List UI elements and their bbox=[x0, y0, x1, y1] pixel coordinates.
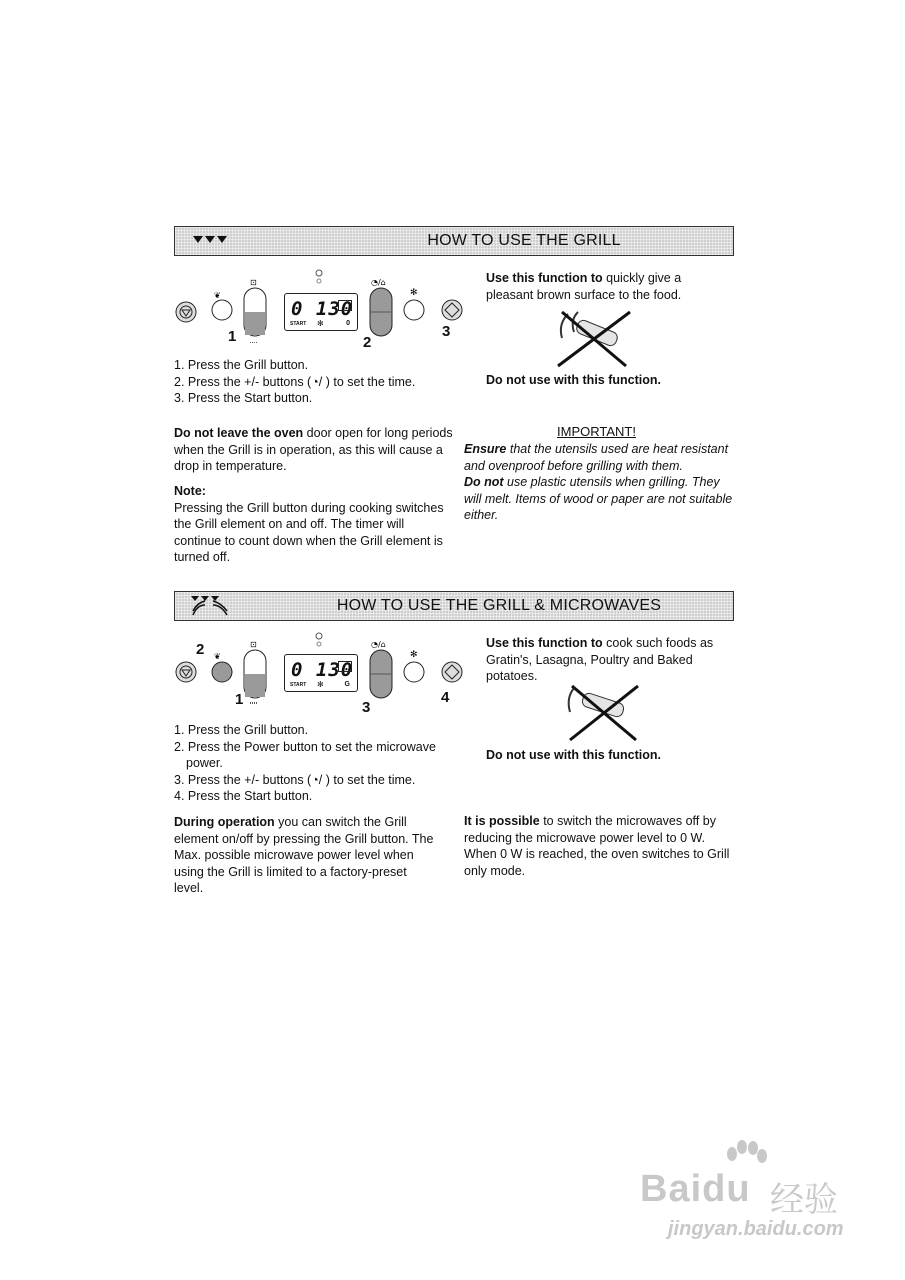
during-bold: During operation bbox=[174, 815, 275, 829]
use-bold: Use this function to bbox=[486, 271, 603, 285]
donot-bold: Do not bbox=[464, 475, 504, 489]
use-function-paragraph bbox=[486, 635, 716, 685]
step-item: power. bbox=[186, 756, 223, 770]
callout-number: 4 bbox=[441, 689, 450, 706]
section-title: HOW TO USE THE GRILL bbox=[427, 232, 621, 249]
svg-text:⊡: ⊡ bbox=[250, 278, 257, 287]
callout-number: 2 bbox=[363, 334, 372, 351]
lcd-light-icon: ✻ bbox=[317, 680, 324, 689]
svg-text:❦: ❦ bbox=[214, 652, 221, 661]
ensure-bold: Ensure bbox=[464, 442, 507, 456]
use-text: quickly give a pleasant brown surface to the food. bbox=[486, 271, 682, 302]
svg-text:◔/⌂: ◔/⌂ bbox=[371, 640, 386, 649]
watermark-url: jingyan.baidu.com bbox=[668, 1218, 844, 1240]
do-not-use-label bbox=[486, 372, 661, 389]
lcd-digits: 0 130 bbox=[291, 298, 354, 320]
use-function-paragraph bbox=[486, 270, 701, 303]
during-text: you can switch the Grill element on/off by pressing the Grill button. The Max. possible microwave power level when using the Grill is limited to a factory-preset level. bbox=[174, 815, 434, 895]
use-bold: Use this function to bbox=[486, 636, 603, 650]
svg-text:✻: ✻ bbox=[410, 288, 418, 298]
lcd-light-icon: ✻ bbox=[317, 319, 324, 328]
svg-text:◔/⌂: ◔/⌂ bbox=[371, 278, 386, 287]
warning-bold: Do not leave the oven bbox=[174, 426, 304, 440]
lcd-digits: 0 130 bbox=[291, 659, 354, 681]
possible-bold: It is possible bbox=[464, 814, 540, 828]
note-paragraph bbox=[174, 483, 454, 566]
do-not-use-text: Do not use with this function. bbox=[486, 373, 661, 387]
ensure-text: that the utensils used are heat resistant and ovenproof before grilling with them. bbox=[464, 442, 729, 473]
step-item: 1. Press the Grill button. bbox=[174, 723, 309, 737]
section-title: HOW TO USE THE GRILL & MICROWAVES bbox=[336, 597, 662, 614]
svg-text:⊡: ⊡ bbox=[250, 640, 257, 649]
callout-number: 3 bbox=[442, 323, 451, 340]
steps-list bbox=[174, 357, 415, 407]
note-label: Note: bbox=[174, 484, 206, 498]
callout-number: 1 bbox=[228, 328, 237, 345]
step-item: 2. Press the Power button to set the microwave bbox=[174, 739, 436, 754]
possible-text: to switch the microwaves off by reducing the microwave power level to 0 W. When 0 W is reached, the oven switches to Grill only mode. bbox=[464, 814, 730, 878]
lcd-start-label: START bbox=[290, 321, 307, 327]
do-not-use-label bbox=[486, 747, 661, 764]
lcd-display bbox=[284, 654, 358, 692]
svg-text:❦: ❦ bbox=[214, 291, 221, 300]
important-paragraph bbox=[464, 441, 734, 524]
important-title: IMPORTANT! bbox=[557, 424, 636, 439]
use-text: cook such foods as Gratin's, Lasagna, Poultry and Baked potatoes. bbox=[486, 636, 714, 683]
lcd-power: 0 bbox=[346, 320, 350, 327]
section-banner-grill-microwaves bbox=[174, 591, 734, 621]
step-item: 1. Press the Grill button. bbox=[174, 358, 309, 372]
warning-paragraph bbox=[174, 425, 454, 475]
step-item: 2. Press the +/- buttons (◔/ ) to set the time. bbox=[174, 374, 416, 389]
note-text: Pressing the Grill button during cooking switches the Grill element on and off. The timer will continue to count down when the Grill element is turned off. bbox=[174, 500, 444, 564]
crossed-utensil-icon bbox=[560, 682, 644, 744]
during-operation-paragraph bbox=[174, 814, 436, 897]
step-item: 3. Press the Start button. bbox=[174, 391, 313, 405]
control-panel-diagram bbox=[174, 632, 464, 707]
step-item: 4. Press the Start button. bbox=[174, 789, 313, 803]
crossed-utensil-icon bbox=[548, 308, 638, 370]
it-is-possible-paragraph bbox=[464, 813, 736, 879]
steps-list bbox=[174, 722, 436, 805]
paw-logo-icon bbox=[722, 1140, 768, 1180]
do-not-use-text: Do not use with this function. bbox=[486, 748, 661, 762]
warning-text: door open for long periods when the Grill is in operation, as this will cause a drop in temperature. bbox=[174, 426, 453, 473]
step-item: 3. Press the +/- buttons (◔/ ) to set the time. bbox=[174, 772, 416, 787]
control-panel-diagram bbox=[174, 268, 464, 343]
watermark-cn: 经验 bbox=[770, 1181, 838, 1219]
donot-text: use plastic utensils when grilling. They will melt. Items of wood or paper are not suitable either. bbox=[464, 475, 733, 522]
callout-number: 2 bbox=[196, 641, 205, 658]
watermark-brand-text: Baidu bbox=[640, 1168, 751, 1210]
svg-text:✻: ✻ bbox=[410, 650, 418, 660]
lcd-start-label: START bbox=[290, 682, 307, 688]
lcd-display bbox=[284, 293, 358, 331]
lcd-power: G bbox=[344, 681, 350, 688]
callout-number: 3 bbox=[362, 699, 371, 716]
section-banner-grill bbox=[174, 226, 734, 256]
lcd-door-box bbox=[338, 661, 352, 672]
lcd-door-box bbox=[338, 300, 352, 311]
callout-number: 1 bbox=[235, 691, 244, 708]
